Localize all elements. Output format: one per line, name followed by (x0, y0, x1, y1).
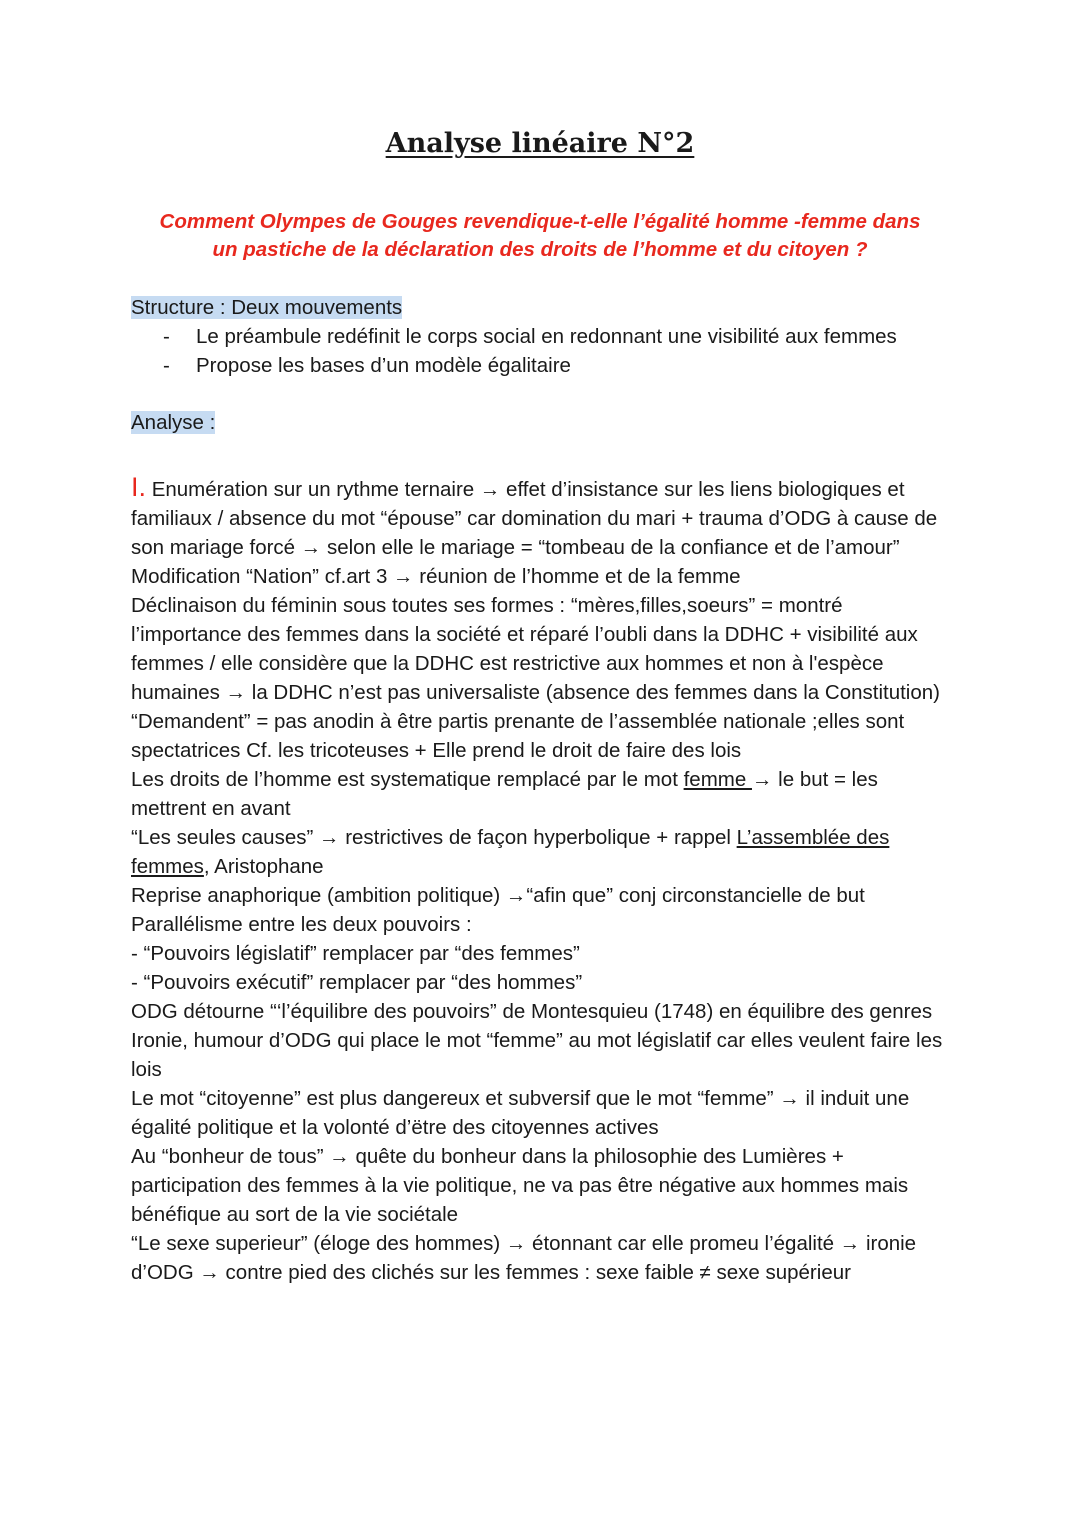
analysis-body (131, 473, 951, 1287)
paragraph: Le mot “citoyenne” est plus dangereux et subversif que le mot “femme” → il induit une égalité politique et la volonté d’ëtre des citoyennes actives (131, 1087, 910, 1139)
underlined-word: femme (683, 768, 752, 791)
structure-heading (131, 294, 402, 322)
list-item-text: Le préambule redéfinit le corps social en redonnant une visibilité aux femmes (196, 325, 897, 348)
paragraph: Déclinaison du féminin sous toutes ses formes : “mères,filles,soeurs” = montré l’importance des femmes dans la société et réparé l’oubli dans la DDHC + visibilité aux femmes / elle considère que la DDHC est restrictive aux hommes et non à l'espèce humaines → la DDHC n’est pas universaliste (absence des femmes dans la Constitution) (131, 594, 940, 704)
document-title: Analyse linéaire N°2 (385, 128, 695, 159)
list-item (131, 322, 971, 351)
paragraph: “Le sexe superieur” (éloge des hommes) → étonnant car elle promeu l’égalité → ironie d’ODG → contre pied des clichés sur les femmes : sexe faible ≠ sexe supérieur (131, 1232, 917, 1284)
paragraph-text: → le but = les mettrent en avant (131, 768, 878, 820)
paragraph: Ironie, humour d’ODG qui place le mot “femme” au mot législatif car elles veulent faire les lois (131, 1029, 943, 1081)
underlined-reference: L’assemblée des femmes (131, 826, 890, 878)
structure-label: Structure : Deux mouvements (131, 296, 403, 319)
problematique (120, 208, 960, 264)
analyse-label: Analyse : (131, 411, 216, 434)
list-item (131, 351, 971, 380)
dash-bullet: - (163, 325, 170, 348)
problematique-line: Comment Olympes de Gouges revendique-t-elle l’égalité homme -femme dans (159, 210, 921, 233)
paragraph: - “Pouvoirs exécutif” remplacer par “des hommes” (131, 971, 583, 994)
section-numeral: I. (131, 472, 147, 502)
paragraph: ODG détourne “‘l’équilibre des pouvoirs” de Montesquieu (1748) en équilibre des genres (131, 1000, 933, 1023)
list-item-text: Propose les bases d’un modèle égalitaire (196, 354, 571, 377)
dash-bullet: - (163, 354, 170, 377)
structure-list (131, 322, 971, 380)
paragraph (131, 473, 951, 562)
paragraph: Reprise anaphorique (ambition politique) →“afin que” conj circonstancielle de but (131, 884, 865, 907)
paragraph-text: “Les seules causes” → restrictives de façon hyperbolique + rappel (131, 826, 737, 849)
paragraph (131, 765, 951, 823)
paragraph: “Demandent” = pas anodin à être partis prenante de l’assemblée nationale ;elles sont spectatrices Cf. les tricoteuses + Elle prend le droit de faire des lois (131, 710, 905, 762)
paragraph-text: Les droits de l’homme est systematique remplacé par le mot (131, 768, 684, 791)
paragraph: Modification “Nation” cf.art 3 → réunion de l’homme et de la femme (131, 565, 741, 588)
analyse-heading (131, 409, 215, 437)
paragraph-text: , Aristophane (203, 855, 324, 878)
problematique-line: un pastiche de la déclaration des droits de l’homme et du citoyen ? (212, 238, 868, 261)
paragraph: Au “bonheur de tous” → quête du bonheur dans la philosophie des Lumières + participation des femmes à la vie politique, ne va pas être négative aux hommes mais bénéfique au sort de la vie sociétale (131, 1145, 909, 1226)
paragraph (131, 823, 951, 881)
paragraph: Parallélisme entre les deux pouvoirs : (131, 913, 472, 936)
paragraph: - “Pouvoirs législatif” remplacer par “des femmes” (131, 942, 580, 965)
paragraph-text: Enumération sur un rythme ternaire → effet d’insistance sur les liens biologiques et familiaux / absence du mot “épouse” car domination du mari + trauma d’ODG à cause de son mariage forcé → selon elle le mariage = “tombeau de la confiance et de l’amour” (131, 478, 938, 559)
